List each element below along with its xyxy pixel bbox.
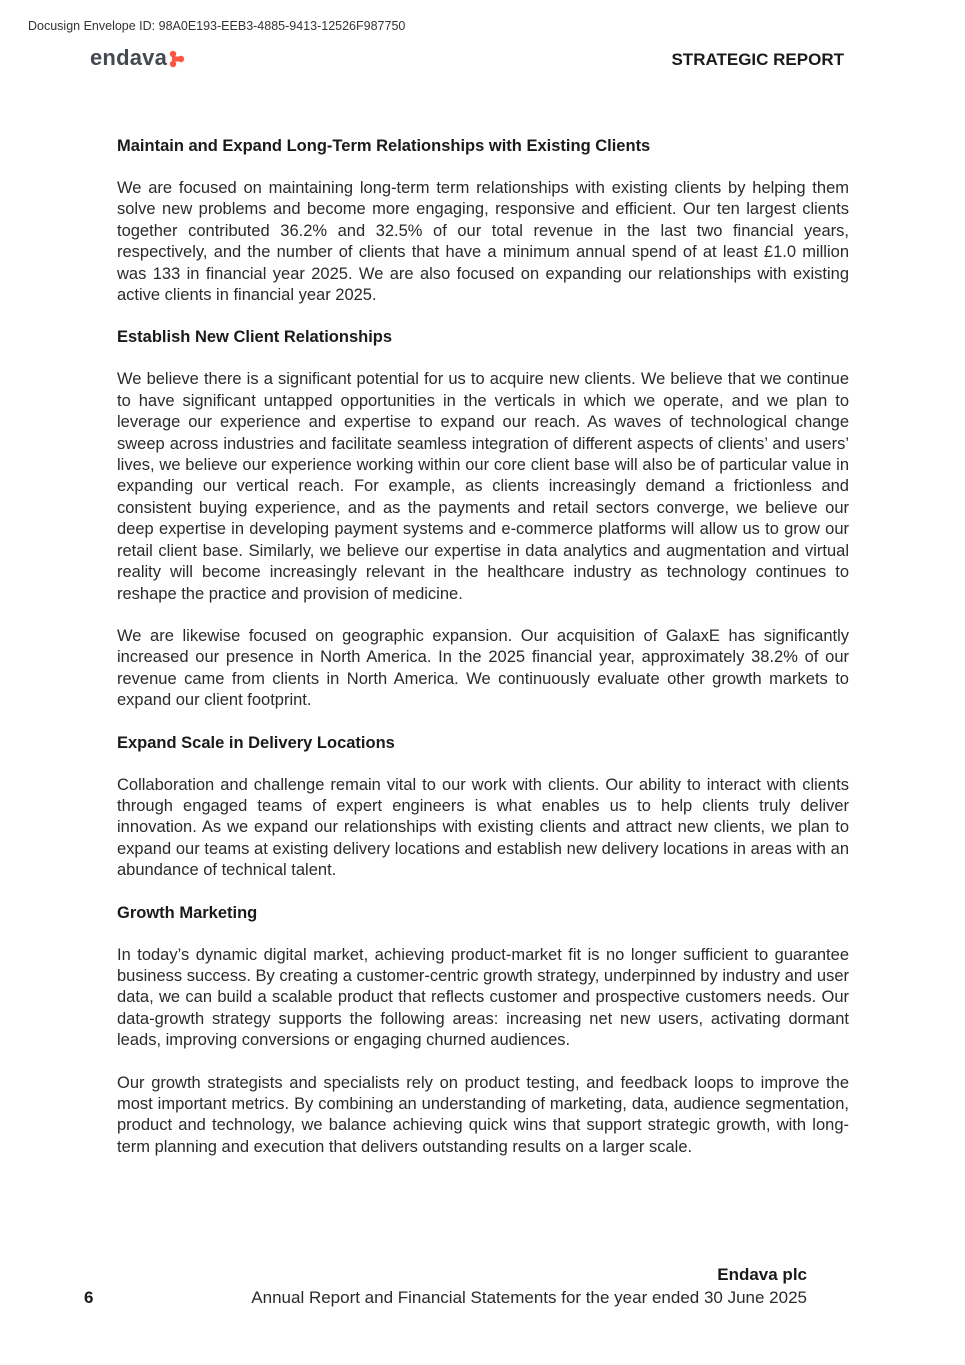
section-heading: Establish New Client Relationships <box>117 328 393 347</box>
paragraph: We are focused on maintaining long-term term relationships with existing clients by helping them solve new problems and become more engaging, responsive and efficient. Our ten largest clients together contributed 36.2% and 32.5% of our total revenue in the last two financial years, respectively, and the number of clients that have a minimum annual spend of at least £1.0 million was 133 in financial year 2025. We are also focused on expanding our relationships with existing active clients in financial year 2025. <box>117 179 849 305</box>
page-number: 6 <box>84 1288 94 1307</box>
endava-logo <box>90 45 185 71</box>
endava-logo-mark-icon <box>169 50 185 68</box>
footer-report-title: Annual Report and Financial Statements for the year ended 30 June 2025 <box>251 1288 807 1307</box>
paragraph: Collaboration and challenge remain vital to our work with clients. Our ability to interact with clients through engaged teams of expert engineers is what enables us to help clients truly deliver innovation. As we expand our relationships with existing clients and attract new clients, we plan to expand our teams at existing delivery locations and establish new delivery locations in areas with an abundance of technical talent. <box>117 775 849 880</box>
paragraph: We believe there is a significant potential for us to acquire new clients. We believe that we continue to have significant untapped opportunities in the verticals in which we operate, and we plan to leverage our experience and expertise to expand our reach. As waves of technological change sweep across industries and facilitate seamless integration of different aspects of clients’ and users’ lives, we believe our experience working within our core client base will also be of particular value in expanding our vertical reach. For example, as clients increasingly demand a frictionless and consistent buying experience, and as the payments and retail sectors converge, we believe our deep expertise in developing payment systems and e-commerce platforms will allow us to grow our retail client base. Similarly, we believe our expertise in data analytics and augmentation and virtual reality will become increasingly relevant in the healthcare industry as technology continues to reshape the practice and provision of medicine. <box>117 370 849 603</box>
footer-company: Endava plc <box>717 1265 807 1284</box>
paragraph: In today’s dynamic digital market, achieving product-market fit is no longer sufficient to guarantee business success. By creating a customer-centric growth strategy, underpinned by industry and user data, we can build a scalable product that reflects customer and prospective customers needs. Our data-growth strategy supports the following areas: increasing net new users, activating dormant leads, improving conversions or engaging churned audiences. <box>117 945 849 1050</box>
section-header: STRATEGIC REPORT <box>671 50 844 69</box>
logo-text: endava <box>90 45 168 70</box>
paragraph: We are likewise focused on geographic expansion. Our acquisition of GalaxE has significantly increased our presence in North America. In the 2025 financial year, approximately 38.2% of our revenue came from clients in North America. We continuously evaluate other growth markets to expand our client footprint. <box>117 626 849 710</box>
section-heading: Growth Marketing <box>117 903 258 922</box>
report-content <box>117 136 849 1179</box>
section-heading: Maintain and Expand Long-Term Relationships with Existing Clients <box>117 137 651 155</box>
section-heading: Expand Scale in Delivery Locations <box>117 733 395 752</box>
paragraph: Our growth strategists and specialists rely on product testing, and feedback loops to improve the most important metrics. By combining an understanding of marketing, data, audience segmentation, product and technology, we balance achieving quick wins that support strategic growth, with long-term planning and execution that delivers outstanding results on a larger scale. <box>117 1073 849 1156</box>
docusign-envelope-id: Docusign Envelope ID: 98A0E193-EEB3-4885-9413-12526F987750 <box>28 19 406 33</box>
